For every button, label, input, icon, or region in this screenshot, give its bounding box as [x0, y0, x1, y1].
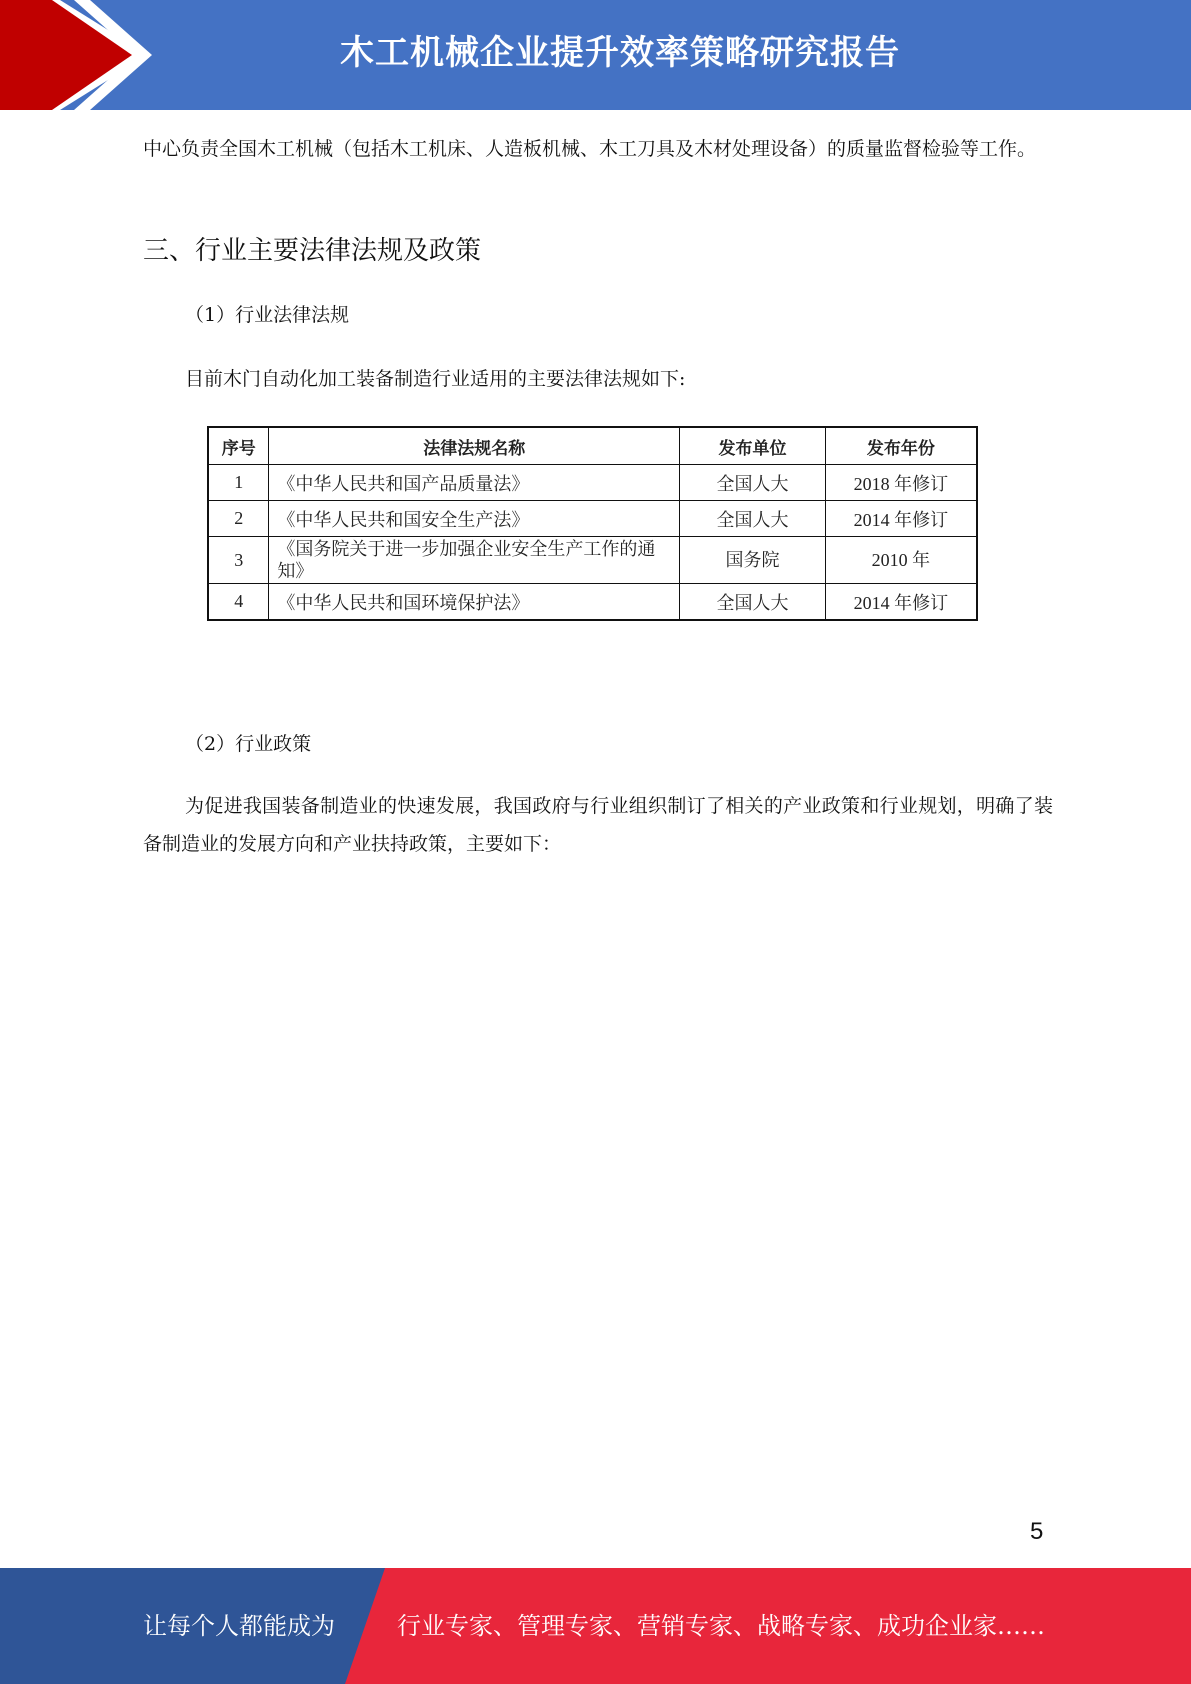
section-heading: 三、行业主要法律法规及政策	[143, 236, 482, 266]
intro-block	[143, 130, 1053, 168]
cell-index: 2	[208, 501, 269, 537]
col-header-index: 序号	[208, 427, 269, 465]
cell-year: 2010 年	[825, 537, 977, 584]
cell-law-name: 《中华人民共和国环境保护法》	[269, 584, 680, 621]
subsection-policy-label: （2）行业政策	[185, 733, 312, 755]
cell-index: 1	[208, 465, 269, 501]
cell-issuer: 全国人大	[680, 584, 826, 621]
footer-slogan-left: 让每个人都能成为	[143, 1612, 335, 1640]
report-title: 木工机械企业提升效率策略研究报告	[340, 33, 900, 73]
subsection-laws-label: （1）行业法律法规	[185, 304, 350, 326]
table-header-row	[208, 427, 977, 465]
policy-paragraph: 为促进我国装备制造业的快速发展，我国政府与行业组织制订了相关的产业政策和行业规划，明确了装备制造业的发展方向和产业扶持政策，主要如下：	[143, 795, 1053, 855]
report-header	[0, 0, 1191, 110]
cell-issuer: 国务院	[680, 537, 826, 584]
table-row	[208, 537, 977, 584]
laws-intro-paragraph: 目前木门自动化加工装备制造行业适用的主要法律法规如下:	[185, 368, 686, 390]
cell-issuer: 全国人大	[680, 465, 826, 501]
cell-year: 2014 年修订	[825, 584, 977, 621]
col-header-year: 发布年份	[825, 427, 977, 465]
report-footer	[0, 1568, 1191, 1684]
page-number: 5	[1030, 1518, 1044, 1545]
cell-index: 3	[208, 537, 269, 584]
col-header-issuer: 发布单位	[680, 427, 826, 465]
cell-year: 2018 年修订	[825, 465, 977, 501]
table-row	[208, 501, 977, 537]
cell-index: 4	[208, 584, 269, 621]
intro-paragraph: 中心负责全国木工机械（包括木工机床、人造板机械、木工刀具及木材处理设备）的质量监督检验等工作。	[143, 138, 1037, 160]
cell-law-name: 《中华人民共和国安全生产法》	[269, 501, 680, 537]
cell-law-name: 《中华人民共和国产品质量法》	[269, 465, 680, 501]
table-row	[208, 584, 977, 621]
table-row	[208, 465, 977, 501]
footer-slogan-right: 行业专家、管理专家、营销专家、战略专家、成功企业家……	[397, 1612, 1045, 1640]
cell-issuer: 全国人大	[680, 501, 826, 537]
cell-law-name: 《国务院关于进一步加强企业安全生产工作的通知》	[269, 537, 680, 584]
laws-table	[207, 426, 978, 621]
header-arrow-icon	[0, 0, 160, 110]
col-header-name: 法律法规名称	[269, 427, 680, 465]
cell-year: 2014 年修订	[825, 501, 977, 537]
